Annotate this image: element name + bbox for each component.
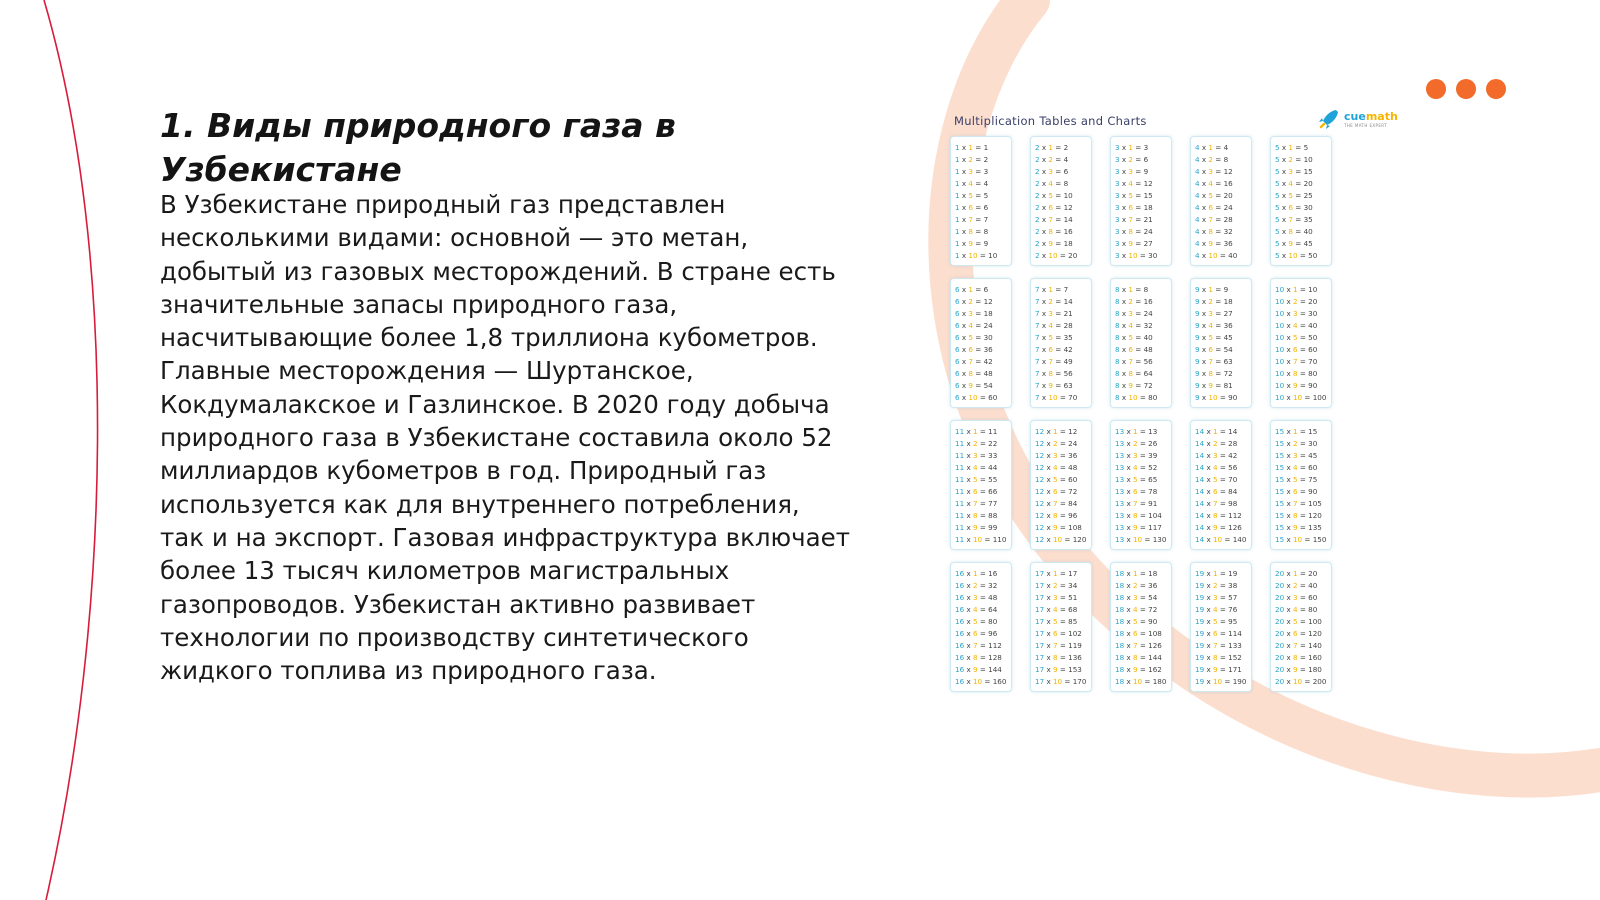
table-row: 17 x 8 = 136 (1035, 653, 1082, 662)
table-row: 18 x 2 = 36 (1115, 581, 1158, 590)
table-row: 17 x 2 = 34 (1035, 581, 1078, 590)
table-card-18 (1110, 562, 1172, 692)
table-row: 13 x 10 = 130 (1115, 535, 1167, 544)
table-row: 3 x 3 = 9 (1115, 167, 1149, 176)
table-row: 3 x 2 = 6 (1115, 155, 1149, 164)
table-row: 5 x 2 = 10 (1275, 155, 1313, 164)
table-row: 16 x 5 = 80 (955, 617, 998, 626)
table-row: 20 x 4 = 80 (1275, 605, 1318, 614)
table-row: 19 x 3 = 57 (1195, 593, 1238, 602)
table-row: 18 x 5 = 90 (1115, 617, 1158, 626)
table-row: 4 x 8 = 32 (1195, 227, 1233, 236)
table-row: 8 x 9 = 72 (1115, 381, 1153, 390)
table-card-14 (1190, 420, 1252, 550)
table-row: 19 x 5 = 95 (1195, 617, 1238, 626)
table-row: 3 x 8 = 24 (1115, 227, 1153, 236)
table-row: 17 x 6 = 102 (1035, 629, 1082, 638)
slide-body-text: В Узбекистане природный газ представлен несколькими видами: основной — это метан, добытый из газовых месторождений. В стране есть значительные запасы природного газа, насчитывающие более 1,8 триллиона кубометров. Главные месторождения — Шуртанское, Кокдумалакское и Газлинское. В 2020 году добыча природного газа в Узбекистане составила около 52 миллиардов кубометров в год. Природный газ используется как для внутреннего потребления, так и на экспорт. Газовая инфраструктура включает более 13 тысяч километров магистральных газопроводов. Узбекистан активно развивает технологии по производству синтетического жидкого топлива из природного газа. (160, 190, 850, 686)
table-row: 3 x 7 = 21 (1115, 215, 1153, 224)
table-row: 5 x 6 = 30 (1275, 203, 1313, 212)
table-row: 13 x 8 = 104 (1115, 511, 1162, 520)
table-row: 13 x 2 = 26 (1115, 439, 1158, 448)
table-row: 16 x 9 = 144 (955, 665, 1002, 674)
slide-title: 1. Виды природного газа в Узбекистане (160, 106, 676, 189)
table-row: 2 x 9 = 18 (1035, 239, 1073, 248)
table-row: 19 x 2 = 38 (1195, 581, 1238, 590)
table-row: 12 x 10 = 120 (1035, 535, 1087, 544)
table-card-2 (1030, 136, 1092, 266)
table-card-8 (1110, 278, 1172, 408)
table-row: 9 x 8 = 72 (1195, 369, 1233, 378)
table-row: 17 x 5 = 85 (1035, 617, 1078, 626)
table-row: 3 x 6 = 18 (1115, 203, 1153, 212)
table-row: 20 x 5 = 100 (1275, 617, 1322, 626)
table-row: 11 x 1 = 11 (955, 427, 998, 436)
table-row: 13 x 5 = 65 (1115, 475, 1158, 484)
table-row: 2 x 7 = 14 (1035, 215, 1073, 224)
table-row: 17 x 10 = 170 (1035, 677, 1087, 686)
table-card-11 (950, 420, 1012, 550)
table-row: 8 x 1 = 8 (1115, 285, 1149, 294)
table-row: 7 x 4 = 28 (1035, 321, 1073, 330)
table-row: 20 x 6 = 120 (1275, 629, 1322, 638)
table-row: 16 x 1 = 16 (955, 569, 998, 578)
table-card-19 (1190, 562, 1252, 692)
table-row: 18 x 7 = 126 (1115, 641, 1162, 650)
table-row: 6 x 7 = 42 (955, 357, 993, 366)
table-row: 14 x 3 = 42 (1195, 451, 1238, 460)
table-row: 10 x 4 = 40 (1275, 321, 1318, 330)
rocket-icon (1316, 108, 1340, 132)
table-row: 4 x 4 = 16 (1195, 179, 1233, 188)
table-row: 1 x 8 = 8 (955, 227, 989, 236)
table-row: 15 x 10 = 150 (1275, 535, 1327, 544)
table-row: 12 x 8 = 96 (1035, 511, 1078, 520)
table-row: 12 x 3 = 36 (1035, 451, 1078, 460)
table-row: 10 x 8 = 80 (1275, 369, 1318, 378)
table-row: 14 x 1 = 14 (1195, 427, 1238, 436)
table-row: 8 x 3 = 24 (1115, 309, 1153, 318)
table-row: 14 x 10 = 140 (1195, 535, 1247, 544)
table-row: 5 x 9 = 45 (1275, 239, 1313, 248)
table-row: 7 x 5 = 35 (1035, 333, 1073, 342)
table-row: 4 x 6 = 24 (1195, 203, 1233, 212)
table-row: 20 x 1 = 20 (1275, 569, 1318, 578)
table-row: 16 x 3 = 48 (955, 593, 998, 602)
table-row: 19 x 7 = 133 (1195, 641, 1242, 650)
table-row: 8 x 8 = 64 (1115, 369, 1153, 378)
table-row: 5 x 3 = 15 (1275, 167, 1313, 176)
decorative-dots (1426, 79, 1506, 99)
table-row: 5 x 4 = 20 (1275, 179, 1313, 188)
table-row: 14 x 2 = 28 (1195, 439, 1238, 448)
table-row: 13 x 4 = 52 (1115, 463, 1158, 472)
table-row: 6 x 3 = 18 (955, 309, 993, 318)
table-card-15 (1270, 420, 1332, 550)
table-row: 16 x 6 = 96 (955, 629, 998, 638)
table-card-9 (1190, 278, 1252, 408)
table-card-7 (1030, 278, 1092, 408)
table-row: 7 x 10 = 70 (1035, 393, 1078, 402)
table-row: 13 x 3 = 39 (1115, 451, 1158, 460)
table-row: 9 x 5 = 45 (1195, 333, 1233, 342)
table-row: 8 x 10 = 80 (1115, 393, 1158, 402)
table-row: 6 x 10 = 60 (955, 393, 998, 402)
table-row: 6 x 6 = 36 (955, 345, 993, 354)
table-row: 14 x 8 = 112 (1195, 511, 1242, 520)
table-row: 10 x 9 = 90 (1275, 381, 1318, 390)
cuemath-logo (1316, 108, 1406, 132)
image-title: Multiplication Tables and Charts (954, 114, 1147, 128)
table-row: 2 x 2 = 4 (1035, 155, 1069, 164)
table-row: 7 x 3 = 21 (1035, 309, 1073, 318)
table-row: 10 x 7 = 70 (1275, 357, 1318, 366)
table-row: 8 x 4 = 32 (1115, 321, 1153, 330)
table-row: 1 x 6 = 6 (955, 203, 989, 212)
table-row: 8 x 7 = 56 (1115, 357, 1153, 366)
table-row: 1 x 1 = 1 (955, 143, 989, 152)
table-row: 14 x 6 = 84 (1195, 487, 1238, 496)
table-row: 4 x 5 = 20 (1195, 191, 1233, 200)
table-row: 1 x 3 = 3 (955, 167, 989, 176)
table-row: 10 x 5 = 50 (1275, 333, 1318, 342)
table-row: 11 x 7 = 77 (955, 499, 998, 508)
table-card-16 (950, 562, 1012, 692)
table-row: 8 x 5 = 40 (1115, 333, 1153, 342)
table-row: 16 x 10 = 160 (955, 677, 1007, 686)
table-row: 4 x 7 = 28 (1195, 215, 1233, 224)
table-row: 6 x 2 = 12 (955, 297, 993, 306)
table-row: 6 x 8 = 48 (955, 369, 993, 378)
table-row: 5 x 10 = 50 (1275, 251, 1318, 260)
table-row: 12 x 6 = 72 (1035, 487, 1078, 496)
table-row: 15 x 8 = 120 (1275, 511, 1322, 520)
table-row: 11 x 10 = 110 (955, 535, 1007, 544)
table-row: 18 x 9 = 162 (1115, 665, 1162, 674)
table-row: 20 x 8 = 160 (1275, 653, 1322, 662)
table-row: 10 x 2 = 20 (1275, 297, 1318, 306)
table-row: 11 x 8 = 88 (955, 511, 998, 520)
logo-tagline: THE MATH EXPERT (1344, 123, 1387, 128)
table-row: 15 x 5 = 75 (1275, 475, 1318, 484)
table-row: 19 x 4 = 76 (1195, 605, 1238, 614)
table-row: 2 x 4 = 8 (1035, 179, 1069, 188)
table-row: 20 x 7 = 140 (1275, 641, 1322, 650)
table-row: 5 x 8 = 40 (1275, 227, 1313, 236)
table-row: 3 x 1 = 3 (1115, 143, 1149, 152)
table-row: 13 x 9 = 117 (1115, 523, 1162, 532)
table-row: 3 x 9 = 27 (1115, 239, 1153, 248)
table-row: 15 x 4 = 60 (1275, 463, 1318, 472)
table-card-20 (1270, 562, 1332, 692)
table-row: 11 x 4 = 44 (955, 463, 998, 472)
table-row: 2 x 1 = 2 (1035, 143, 1069, 152)
table-row: 3 x 5 = 15 (1115, 191, 1153, 200)
table-row: 2 x 5 = 10 (1035, 191, 1073, 200)
table-row: 1 x 9 = 9 (955, 239, 989, 248)
table-row: 18 x 6 = 108 (1115, 629, 1162, 638)
table-row: 7 x 2 = 14 (1035, 297, 1073, 306)
table-row: 13 x 1 = 13 (1115, 427, 1158, 436)
table-row: 18 x 8 = 144 (1115, 653, 1162, 662)
table-row: 4 x 10 = 40 (1195, 251, 1238, 260)
table-row: 15 x 1 = 15 (1275, 427, 1318, 436)
table-row: 5 x 1 = 5 (1275, 143, 1309, 152)
table-row: 6 x 5 = 30 (955, 333, 993, 342)
table-row: 4 x 3 = 12 (1195, 167, 1233, 176)
dot-2 (1456, 79, 1476, 99)
table-row: 9 x 3 = 27 (1195, 309, 1233, 318)
table-row: 19 x 10 = 190 (1195, 677, 1247, 686)
table-row: 17 x 9 = 153 (1035, 665, 1082, 674)
table-row: 14 x 4 = 56 (1195, 463, 1238, 472)
table-row: 2 x 3 = 6 (1035, 167, 1069, 176)
table-card-4 (1190, 136, 1252, 266)
table-row: 9 x 7 = 63 (1195, 357, 1233, 366)
table-row: 3 x 4 = 12 (1115, 179, 1153, 188)
table-row: 5 x 5 = 25 (1275, 191, 1313, 200)
table-row: 9 x 1 = 9 (1195, 285, 1229, 294)
table-row: 10 x 3 = 30 (1275, 309, 1318, 318)
table-row: 12 x 1 = 12 (1035, 427, 1078, 436)
table-row: 14 x 5 = 70 (1195, 475, 1238, 484)
table-row: 10 x 1 = 10 (1275, 285, 1318, 294)
table-row: 9 x 9 = 81 (1195, 381, 1233, 390)
table-row: 18 x 10 = 180 (1115, 677, 1167, 686)
table-row: 20 x 10 = 200 (1275, 677, 1327, 686)
table-row: 15 x 3 = 45 (1275, 451, 1318, 460)
table-row: 10 x 10 = 100 (1275, 393, 1327, 402)
table-row: 10 x 6 = 60 (1275, 345, 1318, 354)
table-row: 15 x 9 = 135 (1275, 523, 1322, 532)
table-row: 17 x 3 = 51 (1035, 593, 1078, 602)
table-row: 19 x 6 = 114 (1195, 629, 1242, 638)
table-row: 11 x 5 = 55 (955, 475, 998, 484)
table-row: 14 x 7 = 98 (1195, 499, 1238, 508)
table-row: 19 x 8 = 152 (1195, 653, 1242, 662)
table-row: 19 x 9 = 171 (1195, 665, 1242, 674)
table-row: 9 x 10 = 90 (1195, 393, 1238, 402)
table-row: 6 x 4 = 24 (955, 321, 993, 330)
table-row: 12 x 7 = 84 (1035, 499, 1078, 508)
table-row: 17 x 1 = 17 (1035, 569, 1078, 578)
table-row: 9 x 4 = 36 (1195, 321, 1233, 330)
table-row: 16 x 7 = 112 (955, 641, 1002, 650)
table-row: 6 x 1 = 6 (955, 285, 989, 294)
table-card-10 (1270, 278, 1332, 408)
table-row: 11 x 2 = 22 (955, 439, 998, 448)
table-card-17 (1030, 562, 1092, 692)
table-row: 7 x 9 = 63 (1035, 381, 1073, 390)
table-row: 6 x 9 = 54 (955, 381, 993, 390)
table-card-3 (1110, 136, 1172, 266)
table-row: 1 x 2 = 2 (955, 155, 989, 164)
table-row: 2 x 6 = 12 (1035, 203, 1073, 212)
table-row: 4 x 1 = 4 (1195, 143, 1229, 152)
table-row: 1 x 4 = 4 (955, 179, 989, 188)
table-row: 19 x 1 = 19 (1195, 569, 1238, 578)
table-row: 11 x 9 = 99 (955, 523, 998, 532)
table-row: 18 x 4 = 72 (1115, 605, 1158, 614)
logo-text: cuemath (1344, 110, 1398, 123)
table-row: 1 x 5 = 5 (955, 191, 989, 200)
table-row: 7 x 1 = 7 (1035, 285, 1069, 294)
table-row: 8 x 2 = 16 (1115, 297, 1153, 306)
table-row: 4 x 9 = 36 (1195, 239, 1233, 248)
table-row: 15 x 7 = 105 (1275, 499, 1322, 508)
table-row: 17 x 7 = 119 (1035, 641, 1082, 650)
table-row: 20 x 3 = 60 (1275, 593, 1318, 602)
table-row: 11 x 3 = 33 (955, 451, 998, 460)
table-row: 9 x 6 = 54 (1195, 345, 1233, 354)
table-card-5 (1270, 136, 1332, 266)
table-row: 17 x 4 = 68 (1035, 605, 1078, 614)
table-row: 9 x 2 = 18 (1195, 297, 1233, 306)
table-row: 2 x 10 = 20 (1035, 251, 1078, 260)
table-row: 20 x 2 = 40 (1275, 581, 1318, 590)
table-row: 11 x 6 = 66 (955, 487, 998, 496)
table-row: 4 x 2 = 8 (1195, 155, 1229, 164)
table-row: 5 x 7 = 35 (1275, 215, 1313, 224)
table-card-12 (1030, 420, 1092, 550)
dot-3 (1486, 79, 1506, 99)
table-row: 20 x 9 = 180 (1275, 665, 1322, 674)
table-row: 1 x 10 = 10 (955, 251, 998, 260)
table-row: 1 x 7 = 7 (955, 215, 989, 224)
table-row: 18 x 3 = 54 (1115, 593, 1158, 602)
table-row: 3 x 10 = 30 (1115, 251, 1158, 260)
table-row: 12 x 9 = 108 (1035, 523, 1082, 532)
table-row: 16 x 4 = 64 (955, 605, 998, 614)
table-row: 7 x 8 = 56 (1035, 369, 1073, 378)
table-row: 2 x 8 = 16 (1035, 227, 1073, 236)
table-card-1 (950, 136, 1012, 266)
table-row: 12 x 2 = 24 (1035, 439, 1078, 448)
table-row: 12 x 4 = 48 (1035, 463, 1078, 472)
table-row: 14 x 9 = 126 (1195, 523, 1242, 532)
table-row: 18 x 1 = 18 (1115, 569, 1158, 578)
dot-1 (1426, 79, 1446, 99)
thin-red-line (44, 0, 98, 900)
table-row: 15 x 2 = 30 (1275, 439, 1318, 448)
table-card-6 (950, 278, 1012, 408)
table-row: 8 x 6 = 48 (1115, 345, 1153, 354)
table-row: 16 x 8 = 128 (955, 653, 1002, 662)
table-row: 7 x 6 = 42 (1035, 345, 1073, 354)
table-row: 12 x 5 = 60 (1035, 475, 1078, 484)
multiplication-tables-image (950, 108, 1398, 708)
table-row: 13 x 6 = 78 (1115, 487, 1158, 496)
table-card-13 (1110, 420, 1172, 550)
table-row: 15 x 6 = 90 (1275, 487, 1318, 496)
table-row: 13 x 7 = 91 (1115, 499, 1158, 508)
table-row: 7 x 7 = 49 (1035, 357, 1073, 366)
table-row: 16 x 2 = 32 (955, 581, 998, 590)
